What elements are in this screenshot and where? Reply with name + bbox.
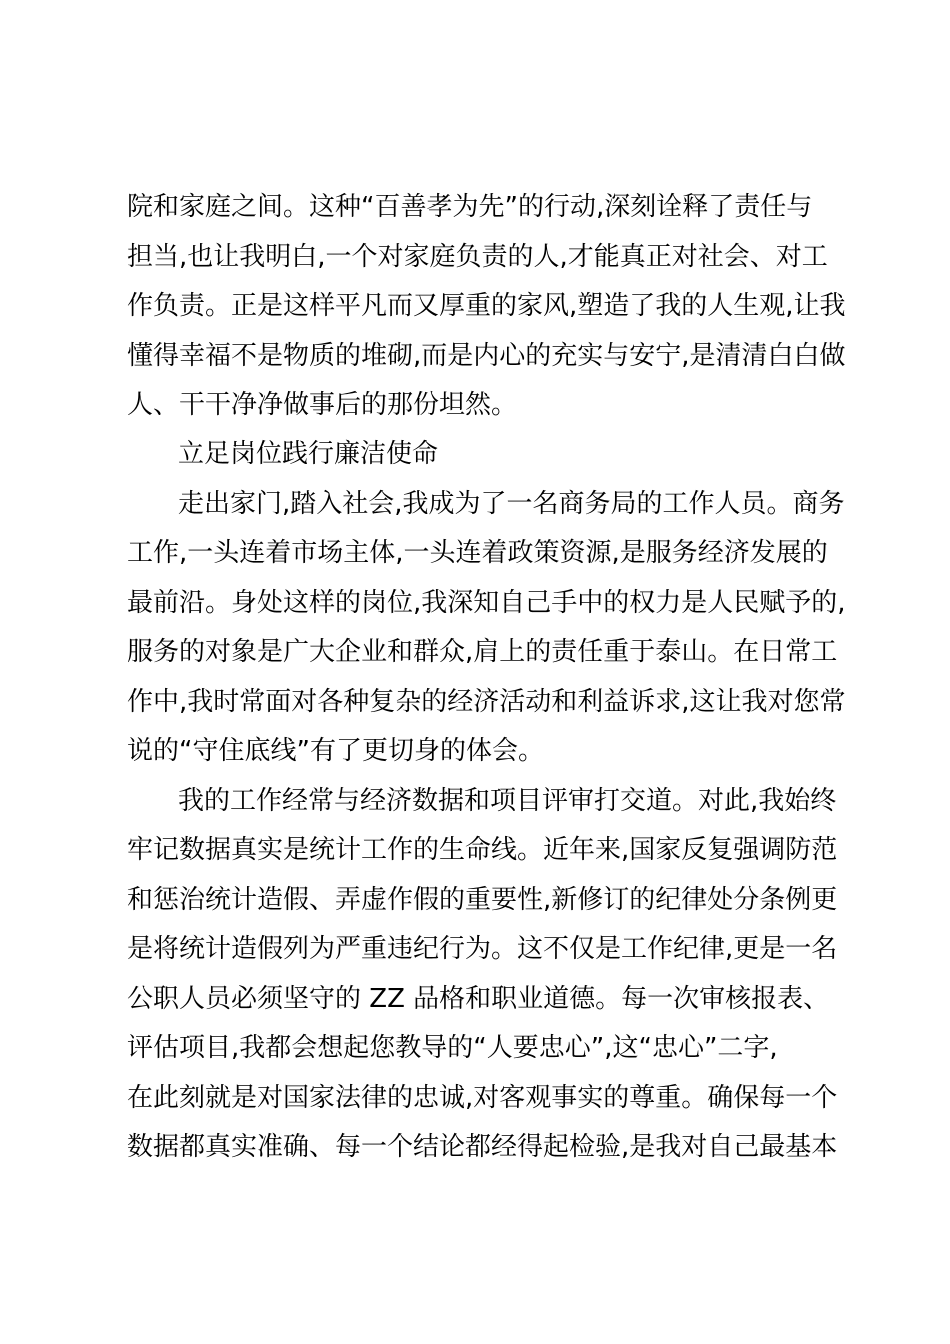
paragraph-line: 作负责。正是这样平凡而又厚重的家风,塑造了我的人生观,让我 [127, 291, 846, 321]
paragraph-line: 说的“守住底线”有了更切身的体会。 [127, 736, 544, 766]
paragraph-line: 最前沿。身处这样的岗位,我深知自己手中的权力是人民赋予的, [127, 588, 846, 618]
paragraph-line: 我的工作经常与经济数据和项目评审打交道。对此,我始终 [178, 786, 837, 816]
paragraph-line: 和惩治统计造假、弄虚作假的重要性,新修订的纪律处分条例更 [127, 885, 838, 915]
paragraph-line: 懂得幸福不是物质的堆砌,而是内心的充实与安宁,是清清白白做 [127, 341, 846, 371]
paragraph-line: 人、干干净净做事后的那份坦然。 [127, 390, 518, 420]
paragraph-line: 服务的对象是广大企业和群众,肩上的责任重于泰山。在日常工 [127, 637, 838, 667]
paragraph-line: 担当,也让我明白,一个对家庭负责的人,才能真正对社会、对工 [127, 242, 828, 272]
section-heading: 立足岗位践行廉洁使命 [178, 439, 439, 469]
paragraph-line: 公职人员必须坚守的 ZZ 品格和职业道德。每一次审核报表、 [127, 984, 830, 1014]
paragraph-line: 作中,我时常面对各种复杂的经济活动和利益诉求,这让我对您常 [127, 687, 846, 717]
paragraph-line: 评估项目,我都会想起您教导的“人要忠心”,这“忠心”二字, [127, 1033, 778, 1063]
paragraph-line: 牢记数据真实是统计工作的生命线。近年来,国家反复强调防范 [127, 835, 838, 865]
paragraph-line: 走出家门,踏入社会,我成为了一名商务局的工作人员。商务 [178, 489, 845, 519]
paragraph-line: 是将统计造假列为严重违纪行为。这不仅是工作纪律,更是一名 [127, 934, 838, 964]
paragraph-line: 工作,一头连着市场主体,一头连着政策资源,是服务经济发展的 [127, 538, 828, 568]
paragraph-line: 在此刻就是对国家法律的忠诚,对客观事实的尊重。确保每一个 [127, 1083, 838, 1113]
paragraph-line: 数据都真实准确、每一个结论都经得起检验,是我对自己最基本 [127, 1132, 838, 1162]
paragraph-line: 院和家庭之间。这种“百善孝为先”的行动,深刻诠释了责任与 [127, 192, 813, 222]
